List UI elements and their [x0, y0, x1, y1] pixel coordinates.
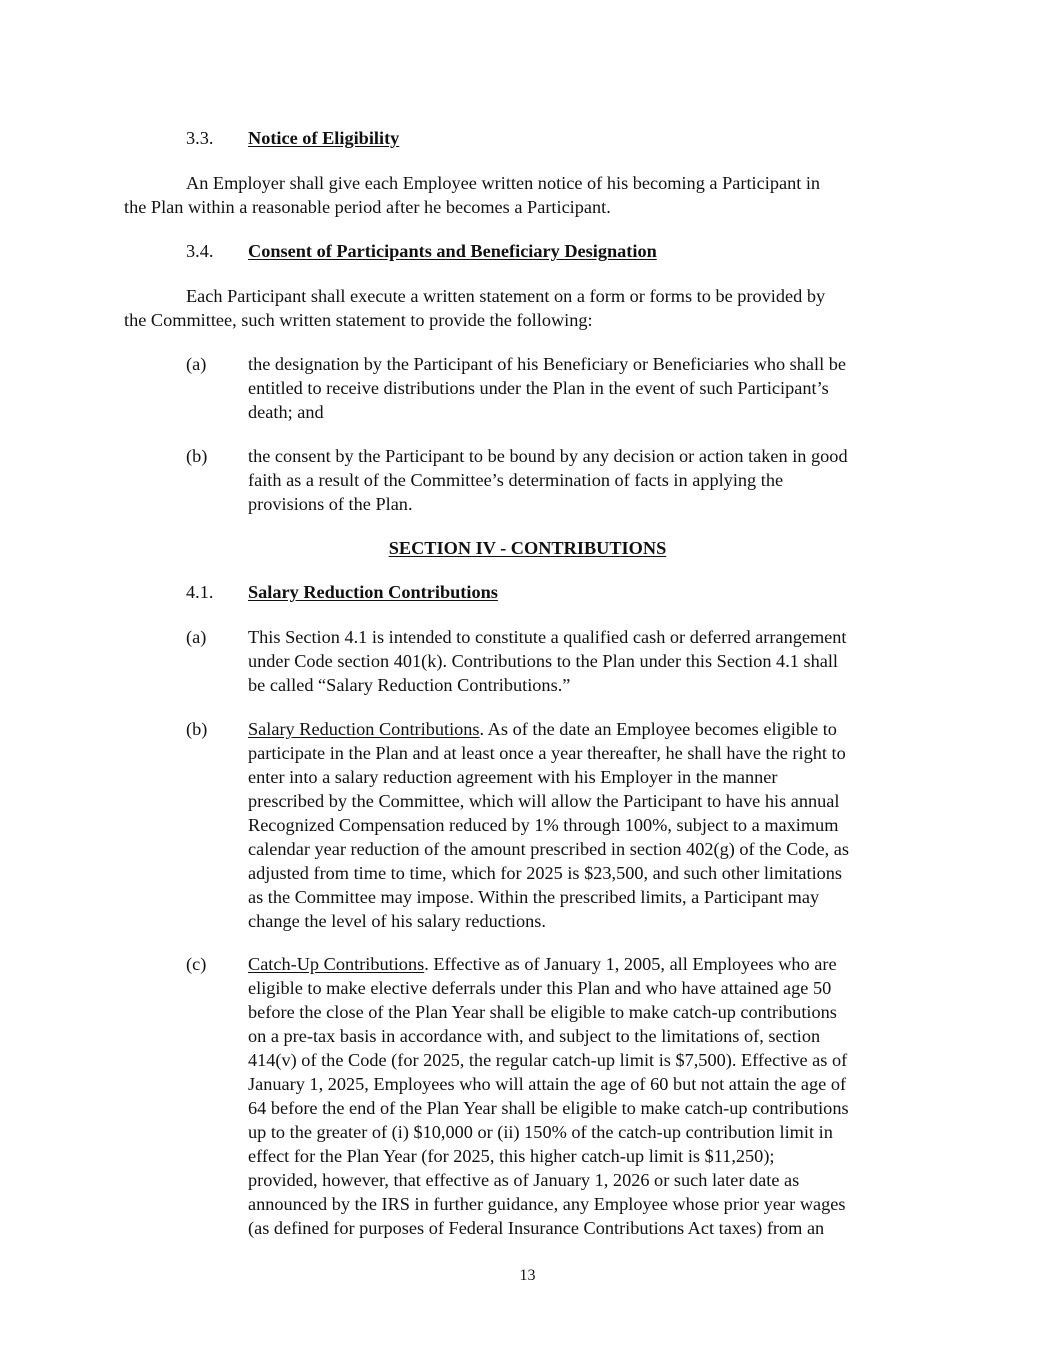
item-line: provided, however, that effective as of January 1, 2026 or such later date as — [248, 1170, 800, 1190]
section-3-4-number: 3.4. — [186, 241, 214, 261]
item-label: (a) — [186, 354, 207, 374]
item-line: calendar year reduction of the amount prescribed in section 402(g) of the Code, as — [248, 839, 850, 859]
item-heading: Salary Reduction Contributions — [248, 719, 480, 739]
item-line: on a pre-tax basis in accordance with, and subject to the limitations of, section — [248, 1026, 821, 1046]
section-3-4-title: Consent of Participants and Beneficiary Designation — [248, 241, 657, 261]
item-line: provisions of the Plan. — [248, 494, 413, 514]
page-number: 13 — [519, 1267, 536, 1284]
list-item — [248, 444, 848, 516]
item-heading: Catch-Up Contributions — [248, 954, 425, 974]
item-line: entitled to receive distributions under the Plan in the event of such Participant’s — [248, 378, 829, 398]
item-line: (as defined for purposes of Federal Insurance Contributions Act taxes) from an — [248, 1218, 825, 1238]
section-4-1-title: Salary Reduction Contributions — [248, 582, 498, 602]
item-label: (a) — [186, 627, 207, 647]
item-line: 414(v) of the Code (for 2025, the regular catch-up limit is $7,500). Effective as of — [248, 1050, 848, 1070]
paragraph-line: An Employer shall give each Employee written notice of his becoming a Participant in — [186, 173, 821, 193]
section-3-3-number: 3.3. — [186, 128, 214, 148]
section-3-4-paragraph — [124, 284, 825, 332]
item-line: change the level of his salary reductions. — [248, 911, 546, 931]
item-line: before the close of the Plan Year shall be eligible to make catch-up contributions — [248, 1002, 837, 1022]
item-line: 64 before the end of the Plan Year shall be eligible to make catch-up contributions — [248, 1098, 849, 1118]
item-first-line-rest: . Effective as of January 1, 2005, all Employees who are — [424, 954, 837, 974]
item-line: This Section 4.1 is intended to constitute a qualified cash or deferred arrangement — [248, 627, 847, 647]
item-label: (c) — [186, 954, 207, 974]
item-line: the consent by the Participant to be bound by any decision or action taken in good — [248, 446, 848, 466]
item-first-line-rest: . As of the date an Employee becomes eligible to — [479, 719, 837, 739]
item-line: be called “Salary Reduction Contributions.” — [248, 675, 571, 695]
item-label: (b) — [186, 446, 208, 466]
list-item — [248, 952, 849, 1240]
item-line: effect for the Plan Year (for 2025, this higher catch-up limit is $11,250); — [248, 1146, 775, 1166]
item-first-line — [248, 717, 849, 741]
item-line: Recognized Compensation reduced by 1% through 100%, subject to a maximum — [248, 815, 839, 835]
section-3-3-paragraph — [124, 171, 820, 219]
paragraph-line: the Committee, such written statement to provide the following: — [124, 310, 593, 330]
item-line: under Code section 401(k). Contributions to the Plan under this Section 4.1 shall — [248, 651, 839, 671]
item-line: death; and — [248, 402, 324, 422]
paragraph-line: Each Participant shall execute a written statement on a form or forms to be provided by — [186, 286, 826, 306]
item-line: as the Committee may impose. Within the prescribed limits, a Participant may — [248, 887, 820, 907]
paragraph-line: the Plan within a reasonable period after he becomes a Participant. — [124, 197, 611, 217]
item-line: participate in the Plan and at least once a year thereafter, he shall have the right to — [248, 743, 846, 763]
item-line: enter into a salary reduction agreement with his Employer in the manner — [248, 767, 778, 787]
item-line: up to the greater of (i) $10,000 or (ii) 150% of the catch-up contribution limit in — [248, 1122, 833, 1142]
item-line: adjusted from time to time, which for 2025 is $23,500, and such other limitations — [248, 863, 843, 883]
item-line: eligible to make elective deferrals under this Plan and who have attained age 50 — [248, 978, 832, 998]
item-line: announced by the IRS in further guidance, any Employee whose prior year wages — [248, 1194, 846, 1214]
item-line: January 1, 2025, Employees who will attain the age of 60 but not attain the age of — [248, 1074, 847, 1094]
item-line: the designation by the Participant of his Beneficiary or Beneficiaries who shall be — [248, 354, 847, 374]
section-3-3-title: Notice of Eligibility — [248, 128, 400, 148]
item-first-line — [248, 952, 849, 976]
item-line: prescribed by the Committee, which will allow the Participant to have his annual — [248, 791, 840, 811]
section-4-1-number: 4.1. — [186, 582, 214, 602]
item-line: faith as a result of the Committee’s determination of facts in applying the — [248, 470, 784, 490]
item-label: (b) — [186, 719, 208, 739]
section-iv-heading: SECTION IV - CONTRIBUTIONS — [388, 538, 667, 558]
list-item — [248, 352, 846, 424]
list-item — [248, 625, 847, 697]
list-item — [248, 717, 849, 933]
